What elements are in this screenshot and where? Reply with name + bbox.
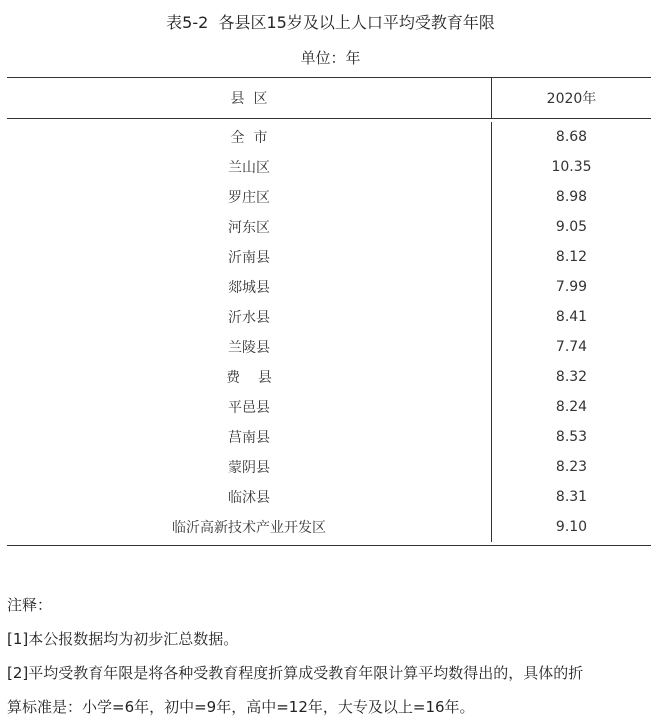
row-name: 沂南县 bbox=[7, 242, 492, 272]
row-value: 8.32 bbox=[555, 369, 588, 385]
table-row bbox=[7, 122, 651, 152]
note-line: [1]本公报数据均为初步汇总数据。 bbox=[7, 630, 239, 648]
table-row bbox=[7, 152, 651, 182]
row-name: 兰山区 bbox=[7, 152, 492, 182]
notes-heading: 注释： bbox=[7, 596, 53, 614]
row-name: 郯城县 bbox=[7, 272, 492, 302]
row-name: 全 市 bbox=[7, 122, 492, 152]
row-name: 蒙阴县 bbox=[7, 452, 492, 482]
header-county: 县 区 bbox=[7, 78, 492, 118]
table-row bbox=[7, 332, 651, 362]
table-row bbox=[7, 182, 651, 212]
row-value: 8.23 bbox=[555, 459, 588, 475]
row-name: 河东区 bbox=[7, 212, 492, 242]
notes-section bbox=[7, 588, 657, 724]
row-value: 7.99 bbox=[555, 279, 588, 295]
row-value: 8.31 bbox=[555, 489, 588, 505]
table-row bbox=[7, 482, 651, 512]
row-value: 7.74 bbox=[555, 339, 588, 355]
row-name: 临沂高新技术产业开发区 bbox=[7, 512, 492, 542]
row-value: 8.68 bbox=[555, 129, 588, 145]
row-value: 9.10 bbox=[555, 519, 588, 535]
row-value: 8.12 bbox=[555, 249, 588, 265]
row-value: 8.41 bbox=[555, 309, 588, 325]
table-row bbox=[7, 272, 651, 302]
table-row bbox=[7, 242, 651, 272]
row-name: 平邑县 bbox=[7, 392, 492, 422]
row-value: 8.24 bbox=[555, 399, 588, 415]
table-row bbox=[7, 422, 651, 452]
table-row bbox=[7, 302, 651, 332]
row-name: 临沭县 bbox=[7, 482, 492, 512]
unit-label: 单位：年 bbox=[300, 49, 361, 67]
row-value: 8.53 bbox=[555, 429, 588, 445]
note-line: [2]平均受教育年限是将各种受教育程度折算成受教育年限计算平均数得出的，具体的折 bbox=[7, 664, 584, 682]
row-name: 罗庄区 bbox=[7, 182, 492, 212]
table-row bbox=[7, 452, 651, 482]
table-row bbox=[7, 392, 651, 422]
table-title: 表5-2 各县区15岁及以上人口平均受教育年限 bbox=[166, 13, 495, 32]
row-value: 8.98 bbox=[555, 189, 588, 205]
table-row bbox=[7, 362, 651, 392]
table-row bbox=[7, 212, 651, 242]
row-name: 费 县 bbox=[7, 362, 492, 392]
table-row bbox=[7, 512, 651, 542]
table-header-row bbox=[7, 78, 651, 119]
row-value: 10.35 bbox=[551, 159, 592, 175]
row-name: 莒南县 bbox=[7, 422, 492, 452]
row-name: 沂水县 bbox=[7, 302, 492, 332]
note-line: 算标准是：小学=6年，初中=9年，高中=12年，大专及以上=16年。 bbox=[7, 698, 475, 716]
education-years-table bbox=[7, 77, 651, 546]
row-name: 兰陵县 bbox=[7, 332, 492, 362]
row-value: 9.05 bbox=[555, 219, 588, 235]
header-year: 2020年 bbox=[546, 91, 597, 107]
